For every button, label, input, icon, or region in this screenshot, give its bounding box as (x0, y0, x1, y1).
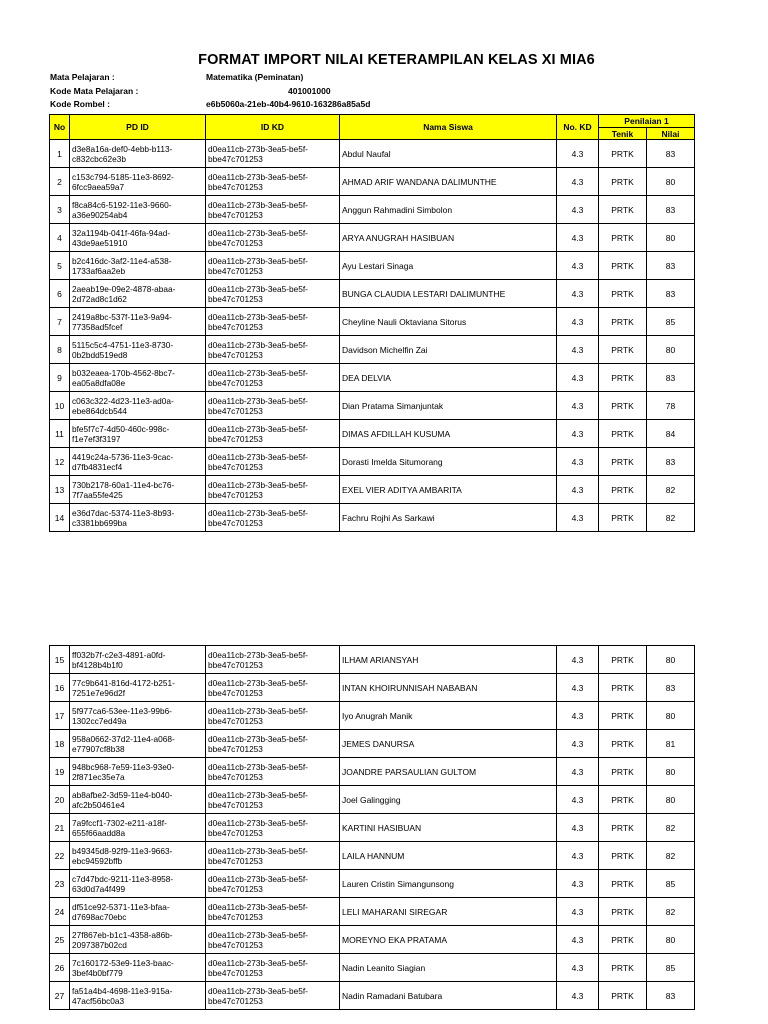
no-kd-cell: 4.3 (557, 140, 599, 168)
table-row (50, 702, 695, 730)
grades-table-1 (49, 114, 695, 532)
student-name-cell: Fachru Rojhi As Sarkawi (340, 504, 557, 532)
id-kd-cell: d0ea11cb-273b-3ea5-be5f-bbe47c701253 (206, 308, 340, 336)
header-nilai: Nilai (647, 128, 695, 140)
pd-id-cell: b2c416dc-3af2-11e4-a538-1733af6aa2eb (70, 252, 206, 280)
header-teknik: Tenik (599, 128, 647, 140)
teknik-cell: PRTK (599, 140, 647, 168)
row-number: 7 (50, 308, 70, 336)
table-row (50, 646, 695, 674)
id-kd-cell: d0ea11cb-273b-3ea5-be5f-bbe47c701253 (206, 926, 340, 954)
teknik-cell: PRTK (599, 224, 647, 252)
nilai-cell: 83 (647, 674, 695, 702)
id-kd-cell: d0ea11cb-273b-3ea5-be5f-bbe47c701253 (206, 982, 340, 1010)
table-row (50, 730, 695, 758)
teknik-cell: PRTK (599, 842, 647, 870)
student-name-cell: Dian Pratama Simanjuntak (340, 392, 557, 420)
no-kd-cell: 4.3 (557, 814, 599, 842)
row-number: 3 (50, 196, 70, 224)
kode-rombel-value: e6b5060a-21eb-40b4-9610-163286a85a5d (206, 99, 371, 109)
no-kd-cell: 4.3 (557, 476, 599, 504)
header-id-kd: ID KD (206, 115, 340, 140)
teknik-cell: PRTK (599, 954, 647, 982)
pd-id-cell: ff032b7f-c2e3-4891-a0fd-bf4128b4b1f0 (70, 646, 206, 674)
id-kd-cell: d0ea11cb-273b-3ea5-be5f-bbe47c701253 (206, 504, 340, 532)
no-kd-cell: 4.3 (557, 196, 599, 224)
no-kd-cell: 4.3 (557, 870, 599, 898)
table-row (50, 674, 695, 702)
nilai-cell: 80 (647, 646, 695, 674)
table-row (50, 504, 695, 532)
teknik-cell: PRTK (599, 364, 647, 392)
pd-id-cell: b49345d8-92f9-11e3-9663-ebc94592bffb (70, 842, 206, 870)
teknik-cell: PRTK (599, 702, 647, 730)
no-kd-cell: 4.3 (557, 758, 599, 786)
pd-id-cell: c7d47bdc-9211-11e3-8958-63d0d7a4f499 (70, 870, 206, 898)
student-name-cell: Dorasti Imelda Situmorang (340, 448, 557, 476)
row-number: 11 (50, 420, 70, 448)
nilai-cell: 82 (647, 842, 695, 870)
row-number: 6 (50, 280, 70, 308)
pd-id-cell: e36d7dac-5374-11e3-8b93-c3381bb699ba (70, 504, 206, 532)
pd-id-cell: b032eaea-170b-4562-8bc7-ea05a8dfa08e (70, 364, 206, 392)
id-kd-cell: d0ea11cb-273b-3ea5-be5f-bbe47c701253 (206, 448, 340, 476)
no-kd-cell: 4.3 (557, 168, 599, 196)
id-kd-cell: d0ea11cb-273b-3ea5-be5f-bbe47c701253 (206, 646, 340, 674)
row-number: 14 (50, 504, 70, 532)
pd-id-cell: 5115c5c4-4751-11e3-8730-0b2bdd519ed8 (70, 336, 206, 364)
student-name-cell: AHMAD ARIF WANDANA DALIMUNTHE (340, 168, 557, 196)
nilai-cell: 80 (647, 758, 695, 786)
nilai-cell: 80 (647, 926, 695, 954)
pd-id-cell: 4419c24a-5736-11e3-9cac-d7fb4831ecf4 (70, 448, 206, 476)
teknik-cell: PRTK (599, 982, 647, 1010)
student-name-cell: MOREYNO EKA PRATAMA (340, 926, 557, 954)
teknik-cell: PRTK (599, 814, 647, 842)
student-name-cell: LELI MAHARANI SIREGAR (340, 898, 557, 926)
no-kd-cell: 4.3 (557, 982, 599, 1010)
pd-id-cell: ab8afbe2-3d59-11e4-b040-afc2b50461e4 (70, 786, 206, 814)
student-name-cell: Abdul Naufal (340, 140, 557, 168)
table-row (50, 252, 695, 280)
student-name-cell: Nadin Leanito Siagian (340, 954, 557, 982)
nilai-cell: 83 (647, 982, 695, 1010)
no-kd-cell: 4.3 (557, 926, 599, 954)
row-number: 26 (50, 954, 70, 982)
row-number: 12 (50, 448, 70, 476)
pd-id-cell: 958a0662-37d2-11e4-a068-e77907cf8b38 (70, 730, 206, 758)
student-name-cell: Cheyline Nauli Oktaviana Sitorus (340, 308, 557, 336)
header-pd-id: PD ID (70, 115, 206, 140)
no-kd-cell: 4.3 (557, 954, 599, 982)
table-row (50, 420, 695, 448)
no-kd-cell: 4.3 (557, 504, 599, 532)
header-no: No (50, 115, 70, 140)
student-name-cell: Ayu Lestari Sinaga (340, 252, 557, 280)
row-number: 25 (50, 926, 70, 954)
header-no-kd: No. KD (557, 115, 599, 140)
no-kd-cell: 4.3 (557, 842, 599, 870)
nilai-cell: 85 (647, 308, 695, 336)
header-nama-siswa: Nama Siswa (340, 115, 557, 140)
table-row (50, 476, 695, 504)
student-name-cell: Joel Galingging (340, 786, 557, 814)
row-number: 19 (50, 758, 70, 786)
pd-id-cell: 7c160172-53e9-11e3-baac-3bef4b0bf779 (70, 954, 206, 982)
student-name-cell: KARTINI HASIBUAN (340, 814, 557, 842)
id-kd-cell: d0ea11cb-273b-3ea5-be5f-bbe47c701253 (206, 336, 340, 364)
row-number: 18 (50, 730, 70, 758)
id-kd-cell: d0ea11cb-273b-3ea5-be5f-bbe47c701253 (206, 786, 340, 814)
student-name-cell: DEA DELVIA (340, 364, 557, 392)
pd-id-cell: 7a9fccf1-7302-e211-a18f-655f66aadd8a (70, 814, 206, 842)
teknik-cell: PRTK (599, 758, 647, 786)
no-kd-cell: 4.3 (557, 224, 599, 252)
teknik-cell: PRTK (599, 786, 647, 814)
table-row (50, 392, 695, 420)
nilai-cell: 80 (647, 702, 695, 730)
table-row (50, 196, 695, 224)
nilai-cell: 82 (647, 898, 695, 926)
pd-id-cell: d3e8a16a-def0-4ebb-b113-c832cbc62e3b (70, 140, 206, 168)
table-row (50, 336, 695, 364)
no-kd-cell: 4.3 (557, 730, 599, 758)
nilai-cell: 85 (647, 870, 695, 898)
table-row (50, 758, 695, 786)
pd-id-cell: 730b2178-60a1-11e4-bc76-7f7aa55fe425 (70, 476, 206, 504)
kode-rombel-label: Kode Rombel : (50, 99, 110, 109)
teknik-cell: PRTK (599, 898, 647, 926)
nilai-cell: 83 (647, 448, 695, 476)
nilai-cell: 78 (647, 392, 695, 420)
no-kd-cell: 4.3 (557, 364, 599, 392)
teknik-cell: PRTK (599, 280, 647, 308)
pd-id-cell: 2419a8bc-537f-11e3-9a94-77358ad5fcef (70, 308, 206, 336)
header-penilaian: Penilaian 1 (599, 115, 695, 128)
row-number: 15 (50, 646, 70, 674)
table-row (50, 982, 695, 1010)
nilai-cell: 83 (647, 196, 695, 224)
nilai-cell: 80 (647, 224, 695, 252)
student-name-cell: BUNGA CLAUDIA LESTARI DALIMUNTHE (340, 280, 557, 308)
pd-id-cell: bfe5f7c7-4d50-460c-998c-f1e7ef3f3197 (70, 420, 206, 448)
id-kd-cell: d0ea11cb-273b-3ea5-be5f-bbe47c701253 (206, 758, 340, 786)
mapel-label: Mata Pelajaran : (50, 72, 115, 82)
teknik-cell: PRTK (599, 730, 647, 758)
row-number: 17 (50, 702, 70, 730)
id-kd-cell: d0ea11cb-273b-3ea5-be5f-bbe47c701253 (206, 702, 340, 730)
teknik-cell: PRTK (599, 308, 647, 336)
table-row (50, 364, 695, 392)
teknik-cell: PRTK (599, 168, 647, 196)
table-row (50, 926, 695, 954)
no-kd-cell: 4.3 (557, 308, 599, 336)
no-kd-cell: 4.3 (557, 336, 599, 364)
table-row (50, 954, 695, 982)
no-kd-cell: 4.3 (557, 280, 599, 308)
row-number: 10 (50, 392, 70, 420)
row-number: 2 (50, 168, 70, 196)
id-kd-cell: d0ea11cb-273b-3ea5-be5f-bbe47c701253 (206, 224, 340, 252)
id-kd-cell: d0ea11cb-273b-3ea5-be5f-bbe47c701253 (206, 730, 340, 758)
pd-id-cell: 77c9b641-816d-4172-b251-7251e7e96d2f (70, 674, 206, 702)
teknik-cell: PRTK (599, 392, 647, 420)
nilai-cell: 85 (647, 954, 695, 982)
grades-table-2 (49, 645, 695, 1010)
student-name-cell: ILHAM ARIANSYAH (340, 646, 557, 674)
pd-id-cell: 32a1194b-041f-46fa-94ad-43de9ae51910 (70, 224, 206, 252)
table-row (50, 140, 695, 168)
nilai-cell: 83 (647, 364, 695, 392)
nilai-cell: 80 (647, 336, 695, 364)
nilai-cell: 82 (647, 504, 695, 532)
teknik-cell: PRTK (599, 336, 647, 364)
nilai-cell: 80 (647, 786, 695, 814)
no-kd-cell: 4.3 (557, 392, 599, 420)
table-row (50, 870, 695, 898)
row-number: 20 (50, 786, 70, 814)
id-kd-cell: d0ea11cb-273b-3ea5-be5f-bbe47c701253 (206, 842, 340, 870)
student-name-cell: EXEL VIER ADITYA AMBARITA (340, 476, 557, 504)
student-name-cell: JOANDRE PARSAULIAN GULTOM (340, 758, 557, 786)
row-number: 27 (50, 982, 70, 1010)
kode-mapel-value: 401001000 (288, 86, 331, 96)
pd-id-cell: df51ce92-5371-11e3-bfaa-d7698ac70ebc (70, 898, 206, 926)
row-number: 24 (50, 898, 70, 926)
no-kd-cell: 4.3 (557, 674, 599, 702)
teknik-cell: PRTK (599, 674, 647, 702)
teknik-cell: PRTK (599, 646, 647, 674)
row-number: 8 (50, 336, 70, 364)
row-number: 5 (50, 252, 70, 280)
id-kd-cell: d0ea11cb-273b-3ea5-be5f-bbe47c701253 (206, 252, 340, 280)
id-kd-cell: d0ea11cb-273b-3ea5-be5f-bbe47c701253 (206, 140, 340, 168)
row-number: 21 (50, 814, 70, 842)
pd-id-cell: 948bc968-7e59-11e3-93e0-2f871ec35e7a (70, 758, 206, 786)
row-number: 9 (50, 364, 70, 392)
pd-id-cell: fa51a4b4-4698-11e3-915a-47acf56bc0a3 (70, 982, 206, 1010)
id-kd-cell: d0ea11cb-273b-3ea5-be5f-bbe47c701253 (206, 870, 340, 898)
nilai-cell: 81 (647, 730, 695, 758)
nilai-cell: 80 (647, 168, 695, 196)
no-kd-cell: 4.3 (557, 448, 599, 476)
teknik-cell: PRTK (599, 870, 647, 898)
pd-id-cell: c153c794-5185-11e3-8692-6fcc9aea59a7 (70, 168, 206, 196)
no-kd-cell: 4.3 (557, 898, 599, 926)
table-row (50, 898, 695, 926)
nilai-cell: 84 (647, 420, 695, 448)
kode-mapel-label: Kode Mata Pelajaran : (50, 86, 139, 96)
table-row (50, 842, 695, 870)
teknik-cell: PRTK (599, 196, 647, 224)
id-kd-cell: d0ea11cb-273b-3ea5-be5f-bbe47c701253 (206, 674, 340, 702)
mapel-value: Matematika (Peminatan) (206, 72, 304, 82)
nilai-cell: 83 (647, 140, 695, 168)
table-row (50, 448, 695, 476)
student-name-cell: LAILA HANNUM (340, 842, 557, 870)
no-kd-cell: 4.3 (557, 252, 599, 280)
pd-id-cell: c063c322-4d23-11e3-ad0a-ebe864dcb544 (70, 392, 206, 420)
id-kd-cell: d0ea11cb-273b-3ea5-be5f-bbe47c701253 (206, 364, 340, 392)
table-row (50, 308, 695, 336)
id-kd-cell: d0ea11cb-273b-3ea5-be5f-bbe47c701253 (206, 476, 340, 504)
id-kd-cell: d0ea11cb-273b-3ea5-be5f-bbe47c701253 (206, 196, 340, 224)
document-title: FORMAT IMPORT NILAI KETERAMPILAN KELAS XI MIA6 (198, 52, 595, 68)
teknik-cell: PRTK (599, 476, 647, 504)
pd-id-cell: 27f867eb-b1c1-4358-a86b-2097387b02cd (70, 926, 206, 954)
pd-id-cell: 2aeab19e-09e2-4878-abaa-2d72ad8c1d62 (70, 280, 206, 308)
table-row (50, 814, 695, 842)
row-number: 1 (50, 140, 70, 168)
nilai-cell: 82 (647, 476, 695, 504)
student-name-cell: Lauren Cristin Simangunsong (340, 870, 557, 898)
student-name-cell: JEMES DANURSA (340, 730, 557, 758)
table-row (50, 786, 695, 814)
student-name-cell: Nadin Ramadani Batubara (340, 982, 557, 1010)
student-name-cell: Davidson Michelfin Zai (340, 336, 557, 364)
student-name-cell: INTAN KHOIRUNNISAH NABABAN (340, 674, 557, 702)
teknik-cell: PRTK (599, 252, 647, 280)
no-kd-cell: 4.3 (557, 702, 599, 730)
id-kd-cell: d0ea11cb-273b-3ea5-be5f-bbe47c701253 (206, 954, 340, 982)
row-number: 4 (50, 224, 70, 252)
student-name-cell: DIMAS AFDILLAH KUSUMA (340, 420, 557, 448)
nilai-cell: 83 (647, 280, 695, 308)
row-number: 16 (50, 674, 70, 702)
student-name-cell: Iyo Anugrah Manik (340, 702, 557, 730)
teknik-cell: PRTK (599, 504, 647, 532)
table-row (50, 280, 695, 308)
id-kd-cell: d0ea11cb-273b-3ea5-be5f-bbe47c701253 (206, 898, 340, 926)
table-row (50, 224, 695, 252)
nilai-cell: 83 (647, 252, 695, 280)
teknik-cell: PRTK (599, 448, 647, 476)
id-kd-cell: d0ea11cb-273b-3ea5-be5f-bbe47c701253 (206, 168, 340, 196)
row-number: 23 (50, 870, 70, 898)
row-number: 13 (50, 476, 70, 504)
no-kd-cell: 4.3 (557, 646, 599, 674)
student-name-cell: ARYA ANUGRAH HASIBUAN (340, 224, 557, 252)
nilai-cell: 82 (647, 814, 695, 842)
row-number: 22 (50, 842, 70, 870)
no-kd-cell: 4.3 (557, 420, 599, 448)
id-kd-cell: d0ea11cb-273b-3ea5-be5f-bbe47c701253 (206, 420, 340, 448)
id-kd-cell: d0ea11cb-273b-3ea5-be5f-bbe47c701253 (206, 280, 340, 308)
table-row (50, 168, 695, 196)
pd-id-cell: f8ca84c6-5192-11e3-9660-a36e90254ab4 (70, 196, 206, 224)
teknik-cell: PRTK (599, 420, 647, 448)
teknik-cell: PRTK (599, 926, 647, 954)
id-kd-cell: d0ea11cb-273b-3ea5-be5f-bbe47c701253 (206, 814, 340, 842)
pd-id-cell: 5f977ca6-53ee-11e3-99b6-1302cc7ed49a (70, 702, 206, 730)
no-kd-cell: 4.3 (557, 786, 599, 814)
student-name-cell: Anggun Rahmadini Simbolon (340, 196, 557, 224)
id-kd-cell: d0ea11cb-273b-3ea5-be5f-bbe47c701253 (206, 392, 340, 420)
